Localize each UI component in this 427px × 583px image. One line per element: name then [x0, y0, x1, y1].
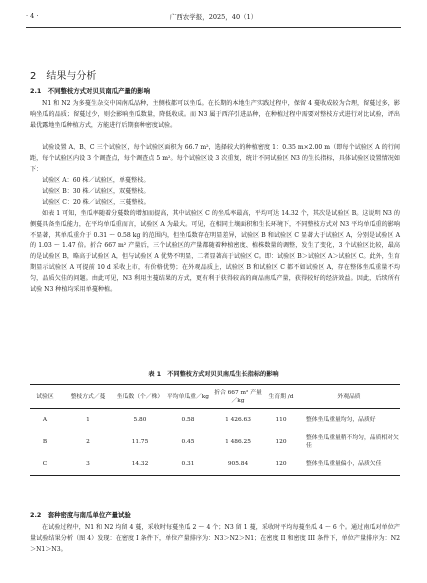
paragraph: 如表 1 可知，坐瓜率随着分蔓数的增加而提高，其中试验区 C 的坐瓜率最高，平均可达 14.32 个，其次是试验区 B。这说明 N3 的侧蔓具备坐瓜能力，在平均单瓜重而言，试验区 A 为最大。可见，在相同土壤面积和生长环境下，不同整枝方式对 N3 平均单瓜重的影响不显著，其单瓜重介于 0.31 ～ 0.58 kg 的范围内，但坐瓜数存在明显差异，试验区 B 和试验区 C 显著大于试验区 A，分别是试验区 A 的 1.03 ～ 1.47 倍。折合 667 m² 产量后，三个试验区的产量都随着种植密度、植株数量的调整，发生了变化，3 个试验区比较，最高的是试验区 B，略高于试验区 A，但与试验区 A 优势不明显，二者显著高于试验区 C。即：试验区 B＞试验区 A＞试验区 C。此外，生育期显示试验区 A 可提前 10 d 采收上市，有价格优势；在外观品质上，试验区 B 和试验区 C 都不如试验区 A，存在整体坐瓜重量不均匀，品质欠佳的问题。由此可见，N3 利用主蔓结果的方式，更有利于获得较高的商品南瓜产量，获得较好的经济效益。因此，后续所有试验 N3 种植均采用单蔓种植。 [30, 210, 400, 293]
page-number: · 4 · [26, 12, 39, 20]
journal-citation: 广西农学报，2025，40（1） [169, 13, 258, 21]
table-cell: C [30, 453, 60, 476]
table-cell: 2 [86, 439, 90, 445]
column-header: 生育期 /d [264, 385, 298, 409]
table-cell: 120 [275, 439, 287, 445]
table-cell: 1 486.25 [225, 439, 251, 445]
paragraph: 在试验过程中，N1 和 N2 均留 4 蔓，采收时每蔓坐瓜 2 ～ 4 个；N3 留 1 蔓，采收时平均每蔓坐瓜 4 ～ 6 个。通过南瓜对单位产量试验结果分析（图 4）发现：在密度 I 条件下，单位产量排序为：N3＞N2＞N1；在密度 II 和密度 III 条件下，单位产量排序为：N2＞N1＞N3。 [30, 524, 400, 553]
table-row [30, 431, 400, 453]
column-header: 坐瓜数（个／株） [116, 385, 164, 409]
table-cell: 110 [275, 417, 287, 423]
table-cell: 1 [86, 417, 90, 423]
table-cell: A [42, 417, 48, 423]
column-header: 试验区 [30, 385, 60, 409]
treatment-list [42, 176, 150, 208]
table-cell: 905.84 [212, 453, 264, 476]
subsection-title: 2.1 不同整枝方式对贝贝南瓜产量的影响 [30, 87, 150, 95]
list-item: 试验区 C：20 株／试验区，三蔓整枝。 [42, 198, 150, 206]
table-cell: 0.45 [181, 439, 195, 445]
table-cell: 0.58 [181, 417, 195, 423]
running-header [26, 8, 401, 26]
table-row [30, 453, 400, 476]
paragraph: N1 和 N2 为多蔓生杂交中国南瓜品种，主侧枝都可以坐瓜。在长期的本地生产实践过程中，保留 4 蔓收成较为合理，留蔓过多，影响坐瓜的品质；留蔓过少，则会影响坐瓜数量，降低收成。而 N3 属于西洋引进品种，在种植过程中需要对整枝方式进行对比试验，评出最优露地坐瓜种植方式，方能进行后期套种密度试验。 [30, 100, 400, 129]
table-cell: 11.75 [131, 439, 149, 445]
table-cell: 整体坐瓜重量均匀，品质好 [306, 417, 376, 423]
paragraph: 试验设置 A、B、C 三个试验区，每个试验区面积为 66.7 m²，选择较大的种植密度 1：0.35 m×2.00 m（即每个试验区 A 的行间距，每个试验区内设 3 个调查点，每个调查点 5 m²。每个试验区设 3 次重复，统计不同试验区 N3 的生长指标，具体试验区设置情况如下： [30, 144, 400, 173]
subsection-title: 2.2 套种密度与南瓜单位产量试验 [30, 511, 131, 519]
header-rule [26, 27, 401, 28]
table-cell: 14.32 [116, 453, 164, 476]
table-cell: 0.31 [164, 453, 212, 476]
table-cell: 120 [264, 453, 298, 476]
column-header: 折合 667 m² 产量／kg [212, 385, 264, 409]
list-item: 试验区 B：30 株／试验区，双蔓整枝。 [42, 187, 150, 195]
table-cell: 整体坐瓜重量稍不均匀，品质相对欠佳 [306, 435, 399, 449]
table-caption: 表 1 不同整枝方式对贝贝南瓜生长指标的影响 [148, 371, 279, 378]
table-header-row [30, 385, 400, 409]
column-header: 外观品质 [298, 385, 400, 409]
section-title: 2 结果与分析 [30, 71, 97, 82]
table-row [30, 409, 400, 432]
table-cell: 3 [60, 453, 116, 476]
list-item: 试验区 A：60 株／试验区，单蔓整枝。 [42, 177, 150, 184]
column-header: 平均单瓜重／kg [164, 385, 212, 409]
table-cell: B [42, 439, 48, 445]
table-cell: 整体坐瓜重量偏小，品质欠佳 [298, 453, 400, 476]
data-table [30, 384, 400, 476]
column-header: 整枝方式／蔓 [60, 385, 116, 409]
table-cell: 1 426.63 [225, 417, 251, 423]
table-cell: 5.80 [133, 417, 147, 423]
